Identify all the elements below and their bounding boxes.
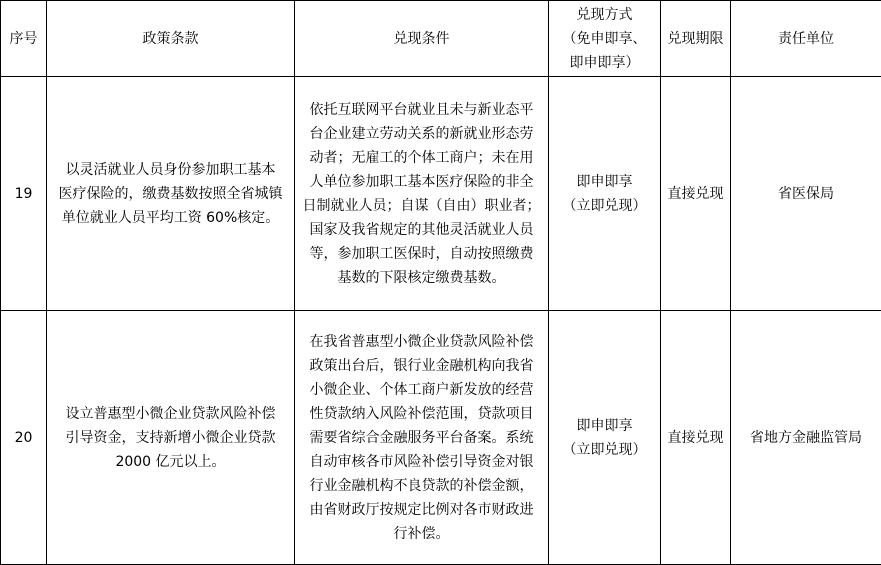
condition-line: 性贷款纳入风险补偿范围，贷款项目	[295, 402, 548, 426]
row-seq: 20	[1, 311, 47, 565]
header-clause: 政策条款	[47, 1, 295, 77]
header-method-line: 兑现方式	[549, 3, 660, 27]
row-clause	[47, 311, 295, 565]
header-method-line: （免申即享、	[549, 27, 660, 51]
method-line: （立即兑现）	[549, 438, 660, 462]
header-period: 兑现期限	[661, 1, 731, 77]
clause-line: 2000 亿元以上。	[47, 450, 294, 474]
row-unit: 省地方金融监管局	[731, 311, 881, 565]
condition-line: 依托互联网平台就业且未与新业态平	[295, 98, 548, 122]
header-unit: 责任单位	[731, 1, 881, 77]
row-clause	[47, 77, 295, 311]
header-row	[1, 1, 881, 77]
clause-line: 设立普惠型小微企业贷款风险补偿	[47, 402, 294, 426]
condition-line: 人单位参加职工基本医疗保险的非全	[295, 170, 548, 194]
row-method	[549, 77, 661, 311]
table-row	[1, 311, 881, 565]
method-line: 即申即享	[549, 170, 660, 194]
condition-line: 基数的下限核定缴费基数。	[295, 266, 548, 290]
header-seq: 序号	[1, 1, 47, 77]
condition-line: 政策出台后，银行业金融机构向我省	[295, 354, 548, 378]
condition-line: 由省财政厅按规定比例对各市财政进	[295, 498, 548, 522]
condition-line: 小微企业、个体工商户新发放的经营	[295, 378, 548, 402]
table-row	[1, 77, 881, 311]
condition-line: 国家及我省规定的其他灵活就业人员	[295, 218, 548, 242]
row-period: 直接兑现	[661, 311, 731, 565]
condition-line: 在我省普惠型小微企业贷款风险补偿	[295, 330, 548, 354]
row-condition	[295, 77, 549, 311]
row-period: 直接兑现	[661, 77, 731, 311]
condition-line: 日制就业人员；自谋（自由）职业者；	[295, 194, 548, 218]
condition-line: 自动审核各市风险补偿引导资金对银	[295, 450, 548, 474]
row-unit: 省医保局	[731, 77, 881, 311]
clause-line: 引导资金，支持新增小微企业贷款	[47, 426, 294, 450]
clause-line: 医疗保险的，缴费基数按照全省城镇	[47, 182, 294, 206]
row-condition	[295, 311, 549, 565]
header-condition: 兑现条件	[295, 1, 549, 77]
header-method-line: 即申即享）	[549, 51, 660, 75]
condition-line: 行业金融机构不良贷款的补偿金额，	[295, 474, 548, 498]
clause-line: 单位就业人员平均工资 60%核定。	[47, 206, 294, 230]
clause-line: 以灵活就业人员身份参加职工基本	[47, 158, 294, 182]
condition-line: 需要省综合金融服务平台备案。系统	[295, 426, 548, 450]
method-line: （立即兑现）	[549, 194, 660, 218]
condition-line: 动者；无雇工的个体工商户；未在用	[295, 146, 548, 170]
condition-line: 台企业建立劳动关系的新就业形态劳	[295, 122, 548, 146]
row-seq: 19	[1, 77, 47, 311]
row-method	[549, 311, 661, 565]
header-method	[549, 1, 661, 77]
method-line: 即申即享	[549, 414, 660, 438]
condition-line: 行补偿。	[295, 522, 548, 546]
condition-line: 等，参加职工医保时，自动按照缴费	[295, 242, 548, 266]
